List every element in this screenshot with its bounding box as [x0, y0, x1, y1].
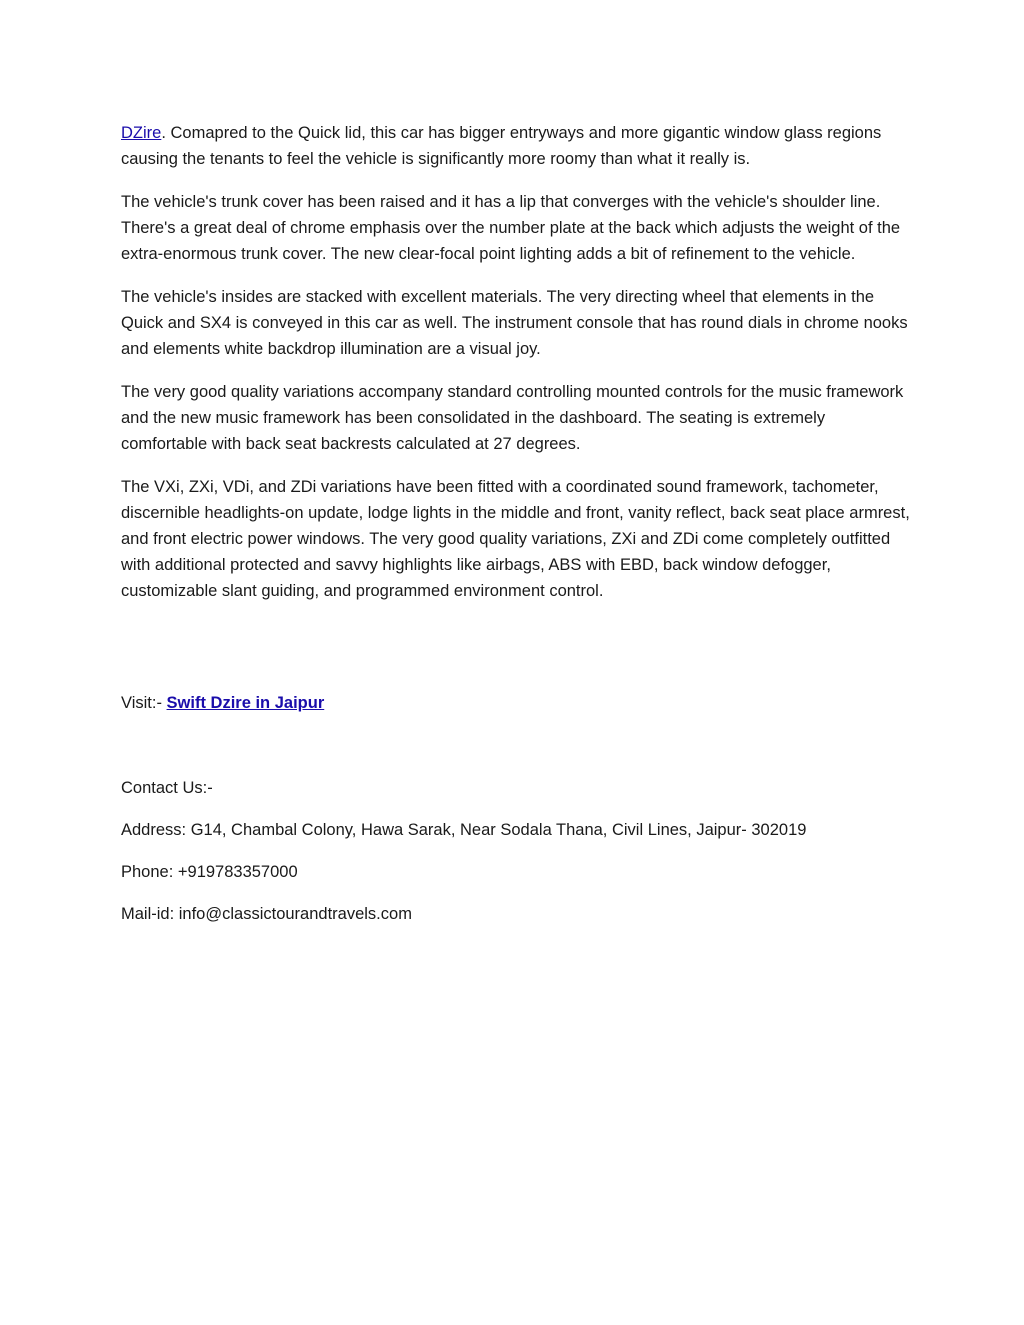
dzire-link[interactable]: DZire — [121, 124, 162, 142]
contact-phone: Phone: +919783357000 — [121, 863, 298, 881]
document-page — [121, 120, 911, 943]
intro-paragraph — [121, 120, 911, 172]
paragraph-interior: The vehicle's insides are stacked with excellent materials. The very directing wheel that elements in the Quick and SX4 is conveyed in this car as well. The instrument console that has round dials in chrome nooks and elements white backdrop illumination are a visual joy. — [121, 288, 908, 358]
contact-mail: Mail-id: info@classictourandtravels.com — [121, 905, 412, 923]
paragraph-variants: The VXi, ZXi, VDi, and ZDi variations have been fitted with a coordinated sound framework, tachometer, discernible headlights-on update, lodge lights in the middle and front, vanity reflect, back seat place armrest, and front electric power windows. The very good quality variations, ZXi and ZDi come completely outfitted with additional protected and savvy highlights like airbags, ABS with EBD, back window defogger, customizable slant guiding, and programmed environment control. — [121, 478, 910, 600]
visit-label: Visit:- — [121, 694, 167, 712]
contact-address: Address: G14, Chambal Colony, Hawa Sarak, Near Sodala Thana, Civil Lines, Jaipur- 302019 — [121, 821, 807, 839]
paragraph-controls: The very good quality variations accompany standard controlling mounted controls for the music framework and the new music framework has been consolidated in the dashboard. The seating is extremely comfortable with back seat backrests calculated at 27 degrees. — [121, 383, 904, 453]
intro-text: . Comapred to the Quick lid, this car has bigger entryways and more gigantic window glass regions causing the tenants to feel the vehicle is significantly more roomy than what it really is. — [121, 124, 882, 168]
visit-line — [121, 690, 911, 716]
swift-dzire-jaipur-link[interactable]: Swift Dzire in Jaipur — [166, 694, 325, 712]
contact-heading: Contact Us:- — [121, 779, 213, 797]
paragraph-trunk: The vehicle's trunk cover has been raised and it has a lip that converges with the vehicle's shoulder line. There's a great deal of chrome emphasis over the number plate at the back which adjusts the weight of the extra-enormous trunk cover. The new clear-focal point lighting adds a bit of refinement to the vehicle. — [121, 193, 901, 263]
